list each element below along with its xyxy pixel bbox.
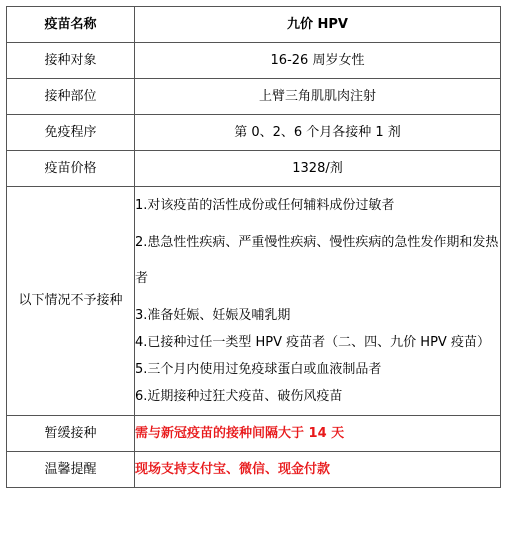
schedule-value: 第 0、2、6 个月各接种 1 剂 (135, 115, 501, 151)
price-label: 疫苗价格 (7, 151, 135, 187)
injection-site-value: 上臂三角肌肌肉注射 (135, 79, 501, 115)
schedule-label: 免疫程序 (7, 115, 135, 151)
table-row (7, 115, 501, 151)
table-row (7, 151, 501, 187)
list-item: 3.准备妊娠、妊娠及哺乳期 (135, 308, 291, 323)
vaccine-name-value: 九价 HPV (135, 7, 501, 43)
list-item: 1.对该疫苗的活性成份或任何辅料成份过敏者 (135, 198, 395, 213)
table-header-row (7, 7, 501, 43)
contraindications-row (7, 187, 501, 416)
postpone-value: 需与新冠疫苗的接种间隔大于 14 天 (135, 416, 501, 452)
target-group-value: 16-26 周岁女性 (135, 43, 501, 79)
reminder-label: 温馨提醒 (7, 452, 135, 488)
contraindications-list (135, 187, 501, 416)
list-item: 4.已接种过任一类型 HPV 疫苗者（二、四、九价 HPV 疫苗） (135, 335, 490, 350)
postpone-label: 暂缓接种 (7, 416, 135, 452)
table-row (7, 416, 501, 452)
injection-site-label: 接种部位 (7, 79, 135, 115)
table-row (7, 452, 501, 488)
vaccine-info-table (6, 6, 501, 488)
reminder-value: 现场支持支付宝、微信、现金付款 (135, 452, 501, 488)
list-item: 6.近期接种过狂犬疫苗、破伤风疫苗 (135, 389, 343, 404)
table-row (7, 79, 501, 115)
target-group-label: 接种对象 (7, 43, 135, 79)
table-row (7, 43, 501, 79)
contraindications-label: 以下情况不予接种 (7, 187, 135, 416)
list-item: 2.患急性性疾病、严重慢性疾病、慢性疾病的急性发作期和发热者 (135, 235, 499, 286)
vaccine-name-label: 疫苗名称 (7, 7, 135, 43)
list-item: 5.三个月内使用过免疫球蛋白或血液制品者 (135, 362, 382, 377)
price-value: 1328/剂 (135, 151, 501, 187)
